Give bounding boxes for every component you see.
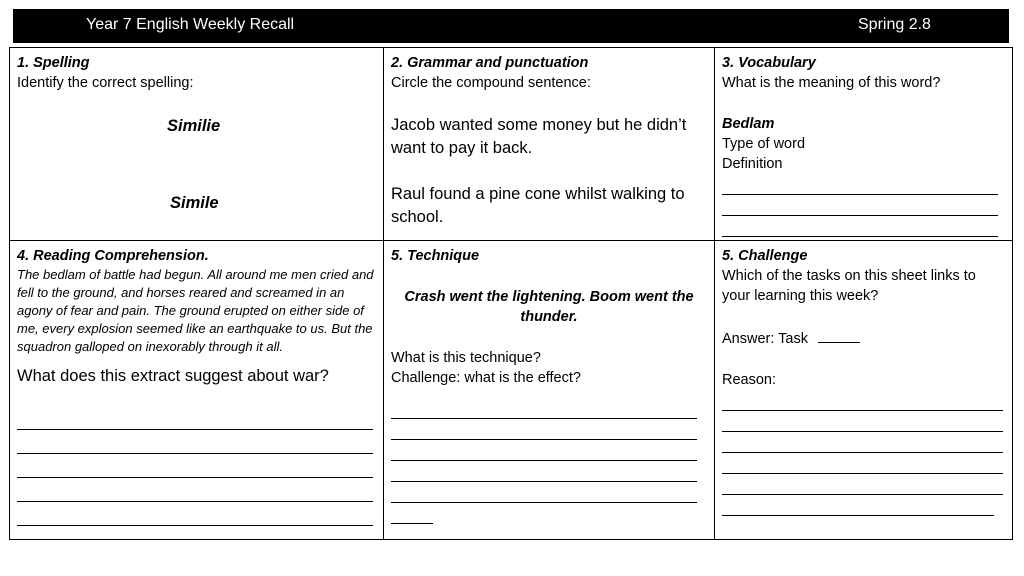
- vocabulary-heading: 3. Vocabulary: [722, 55, 816, 71]
- sentence-b[interactable]: Raul found a pine cone whilst walking to school.: [391, 185, 685, 226]
- reading-question: What does this extract suggest about war?: [17, 367, 329, 385]
- vocabulary-prompt: What is the meaning of this word?: [722, 75, 941, 91]
- vocabulary-word: Bedlam: [722, 116, 775, 132]
- grammar-heading: 2. Grammar and punctuation: [391, 55, 589, 71]
- challenge-cell: [715, 241, 1012, 539]
- answer-line[interactable]: [391, 440, 697, 461]
- answer-line[interactable]: [722, 195, 998, 216]
- reading-extract: The bedlam of battle had begun. All around me men cried and fell to the ground, and horses reared and screamed in an agony of fear and pain. The ground erupted on either side of me, every explosion seemed like an earthquake to us. But the squadron galloped on inexorably through it all.: [17, 267, 374, 354]
- answer-line[interactable]: [722, 453, 1003, 474]
- challenge-prompt: Which of the tasks on this sheet links to your learning this week?: [722, 268, 976, 304]
- answer-line[interactable]: [722, 216, 998, 237]
- answer-line[interactable]: [17, 478, 373, 502]
- grammar-cell: [384, 48, 714, 240]
- challenge-heading: 5. Challenge: [722, 248, 808, 264]
- spelling-option-b[interactable]: Simile: [170, 194, 219, 212]
- answer-line[interactable]: [17, 406, 373, 430]
- task-answer-blank[interactable]: [818, 327, 860, 343]
- answer-line[interactable]: [391, 503, 433, 524]
- answer-line[interactable]: [391, 461, 697, 482]
- answer-line[interactable]: [722, 174, 998, 195]
- vocabulary-cell: [715, 48, 1012, 240]
- header-bar: [13, 9, 1009, 43]
- technique-challenge: Challenge: what is the effect?: [391, 370, 581, 386]
- definition-label: Definition: [722, 156, 783, 172]
- reason-label: Reason:: [722, 372, 777, 388]
- technique-heading: 5. Technique: [391, 248, 480, 264]
- answer-line[interactable]: [722, 432, 1003, 453]
- answer-task-label: Answer: Task: [722, 331, 808, 347]
- answer-line[interactable]: [391, 398, 697, 419]
- technique-cell: [384, 241, 714, 539]
- answer-line[interactable]: [722, 495, 994, 516]
- type-of-word-label: Type of word: [722, 136, 806, 152]
- answer-line[interactable]: [17, 430, 373, 454]
- answer-line[interactable]: [391, 482, 697, 503]
- answer-line[interactable]: [391, 419, 697, 440]
- answer-line[interactable]: [17, 454, 373, 478]
- spelling-option-a[interactable]: Similie: [167, 117, 221, 135]
- technique-quote: Crash went the lightening. Boom went the thunder.: [404, 289, 694, 325]
- sentence-a[interactable]: Jacob wanted some money but he didn’t want to pay it back.: [391, 116, 687, 157]
- spelling-cell: [10, 48, 383, 240]
- spelling-prompt: Identify the correct spelling:: [17, 75, 194, 91]
- technique-question: What is this technique?: [391, 350, 541, 366]
- grammar-prompt: Circle the compound sentence:: [391, 75, 591, 91]
- reading-cell: [10, 241, 383, 539]
- reading-heading: 4. Reading Comprehension.: [17, 248, 209, 264]
- answer-line[interactable]: [17, 502, 373, 526]
- term-label: Spring 2.8: [858, 16, 931, 33]
- answer-line[interactable]: [722, 411, 1003, 432]
- worksheet-title: Year 7 English Weekly Recall: [86, 16, 295, 33]
- spelling-heading: 1. Spelling: [17, 55, 90, 71]
- recall-grid: [9, 47, 1013, 540]
- answer-line[interactable]: [722, 474, 1003, 495]
- answer-line[interactable]: [722, 390, 1003, 411]
